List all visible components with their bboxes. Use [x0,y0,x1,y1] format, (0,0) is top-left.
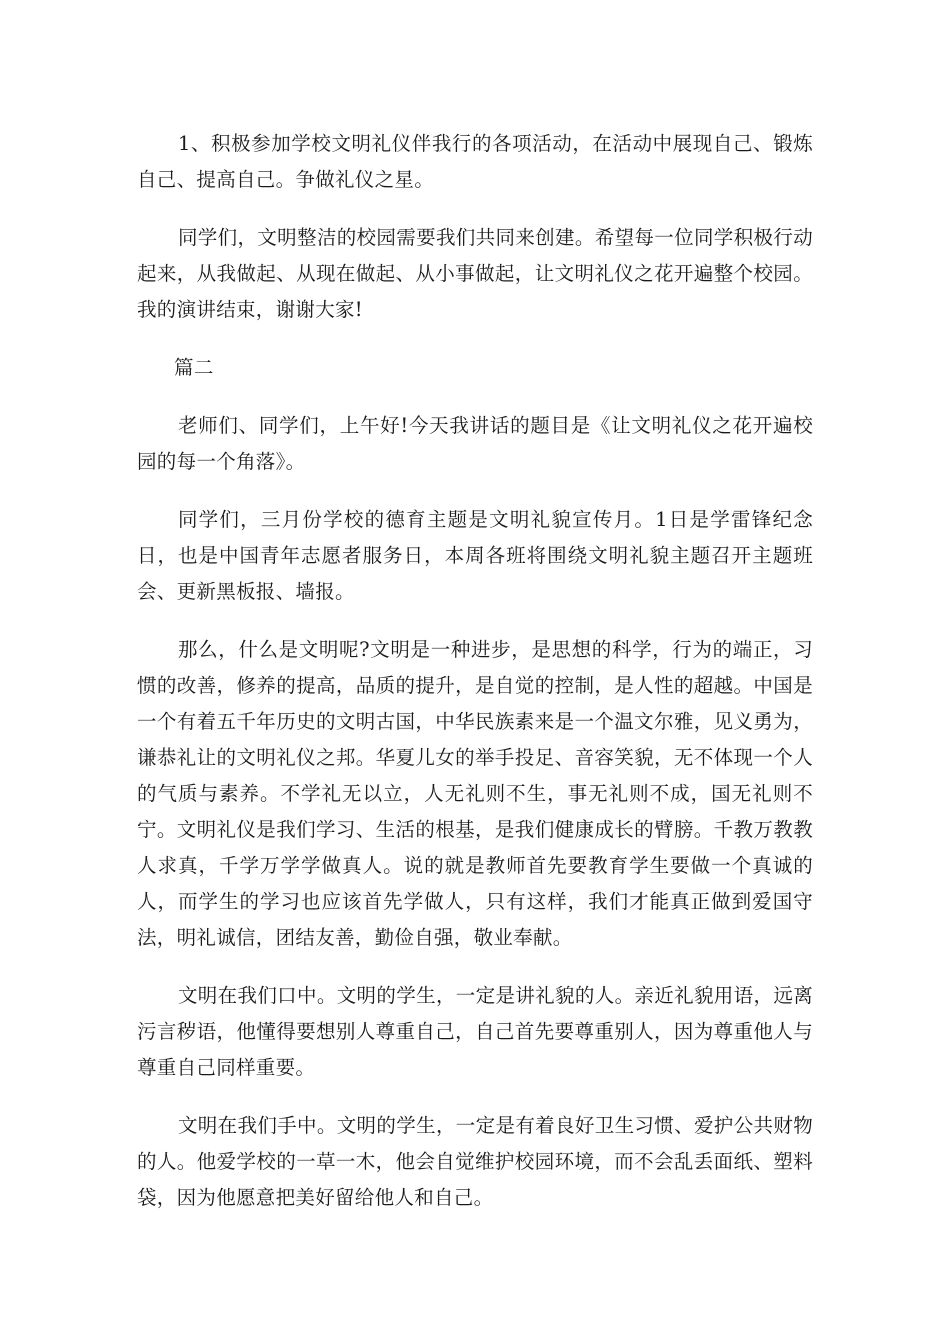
paragraph: 那么，什么是文明呢?文明是一种进步，是思想的科学，行为的端正，习惯的改善，修养的提高，品质的提升，是自觉的控制，是人性的超越。中国是一个有着五千年历史的文明古国，中华民族素来是一个温文尔雅，见义勇为，谦恭礼让的文明礼仪之邦。华夏儿女的举手投足、音容笑貌，无不体现一个人的气质与素养。不学礼无以立，人无礼则不生，事无礼则不成，国无礼则不宁。文明礼仪是我们学习、生活的根基，是我们健康成长的臂膀。千教万教教人求真，千学万学学做真人。说的就是教师首先要教育学生要做一个真诚的人，而学生的学习也应该首先学做人，只有这样，我们才能真正做到爱国守法，明礼诚信，团结友善，勤俭自强，敬业奉献。 [137,638,813,949]
paragraph: 老师们、同学们，上午好!今天我讲话的题目是《让文明礼仪之花开遍校园的每一个角落》。 [137,414,813,473]
paragraph: 同学们，三月份学校的德育主题是文明礼貌宣传月。1日是学雷锋纪念日，也是中国青年志愿者服务日，本周各班将围绕文明礼貌主题召开主题班会、更新黑板报、墙报。 [137,508,813,603]
paragraph: 文明在我们口中。文明的学生，一定是讲礼貌的人。亲近礼貌用语，远离污言秽语，他懂得要想别人尊重自己，自己首先要尊重别人，因为尊重他人与尊重自己同样重要。 [137,984,813,1079]
paragraph: 1、积极参加学校文明礼仪伴我行的各项活动，在活动中展现自己、锻炼自己、提高自己。争做礼仪之星。 [137,132,813,191]
document-body [137,126,813,1238]
paragraph: 文明在我们手中。文明的学生，一定是有着良好卫生习惯、爱护公共财物的人。他爱学校的一草一木，他会自觉维护校园环境，而不会乱丢面纸、塑料袋，因为他愿意把美好留给他人和自己。 [137,1114,813,1209]
section-heading: 篇二 [174,356,214,379]
paragraph: 同学们，文明整洁的校园需要我们共同来创建。希望每一位同学积极行动起来，从我做起、从现在做起、从小事做起，让文明礼仪之花开遍整个校园。我的演讲结束，谢谢大家! [137,226,813,321]
